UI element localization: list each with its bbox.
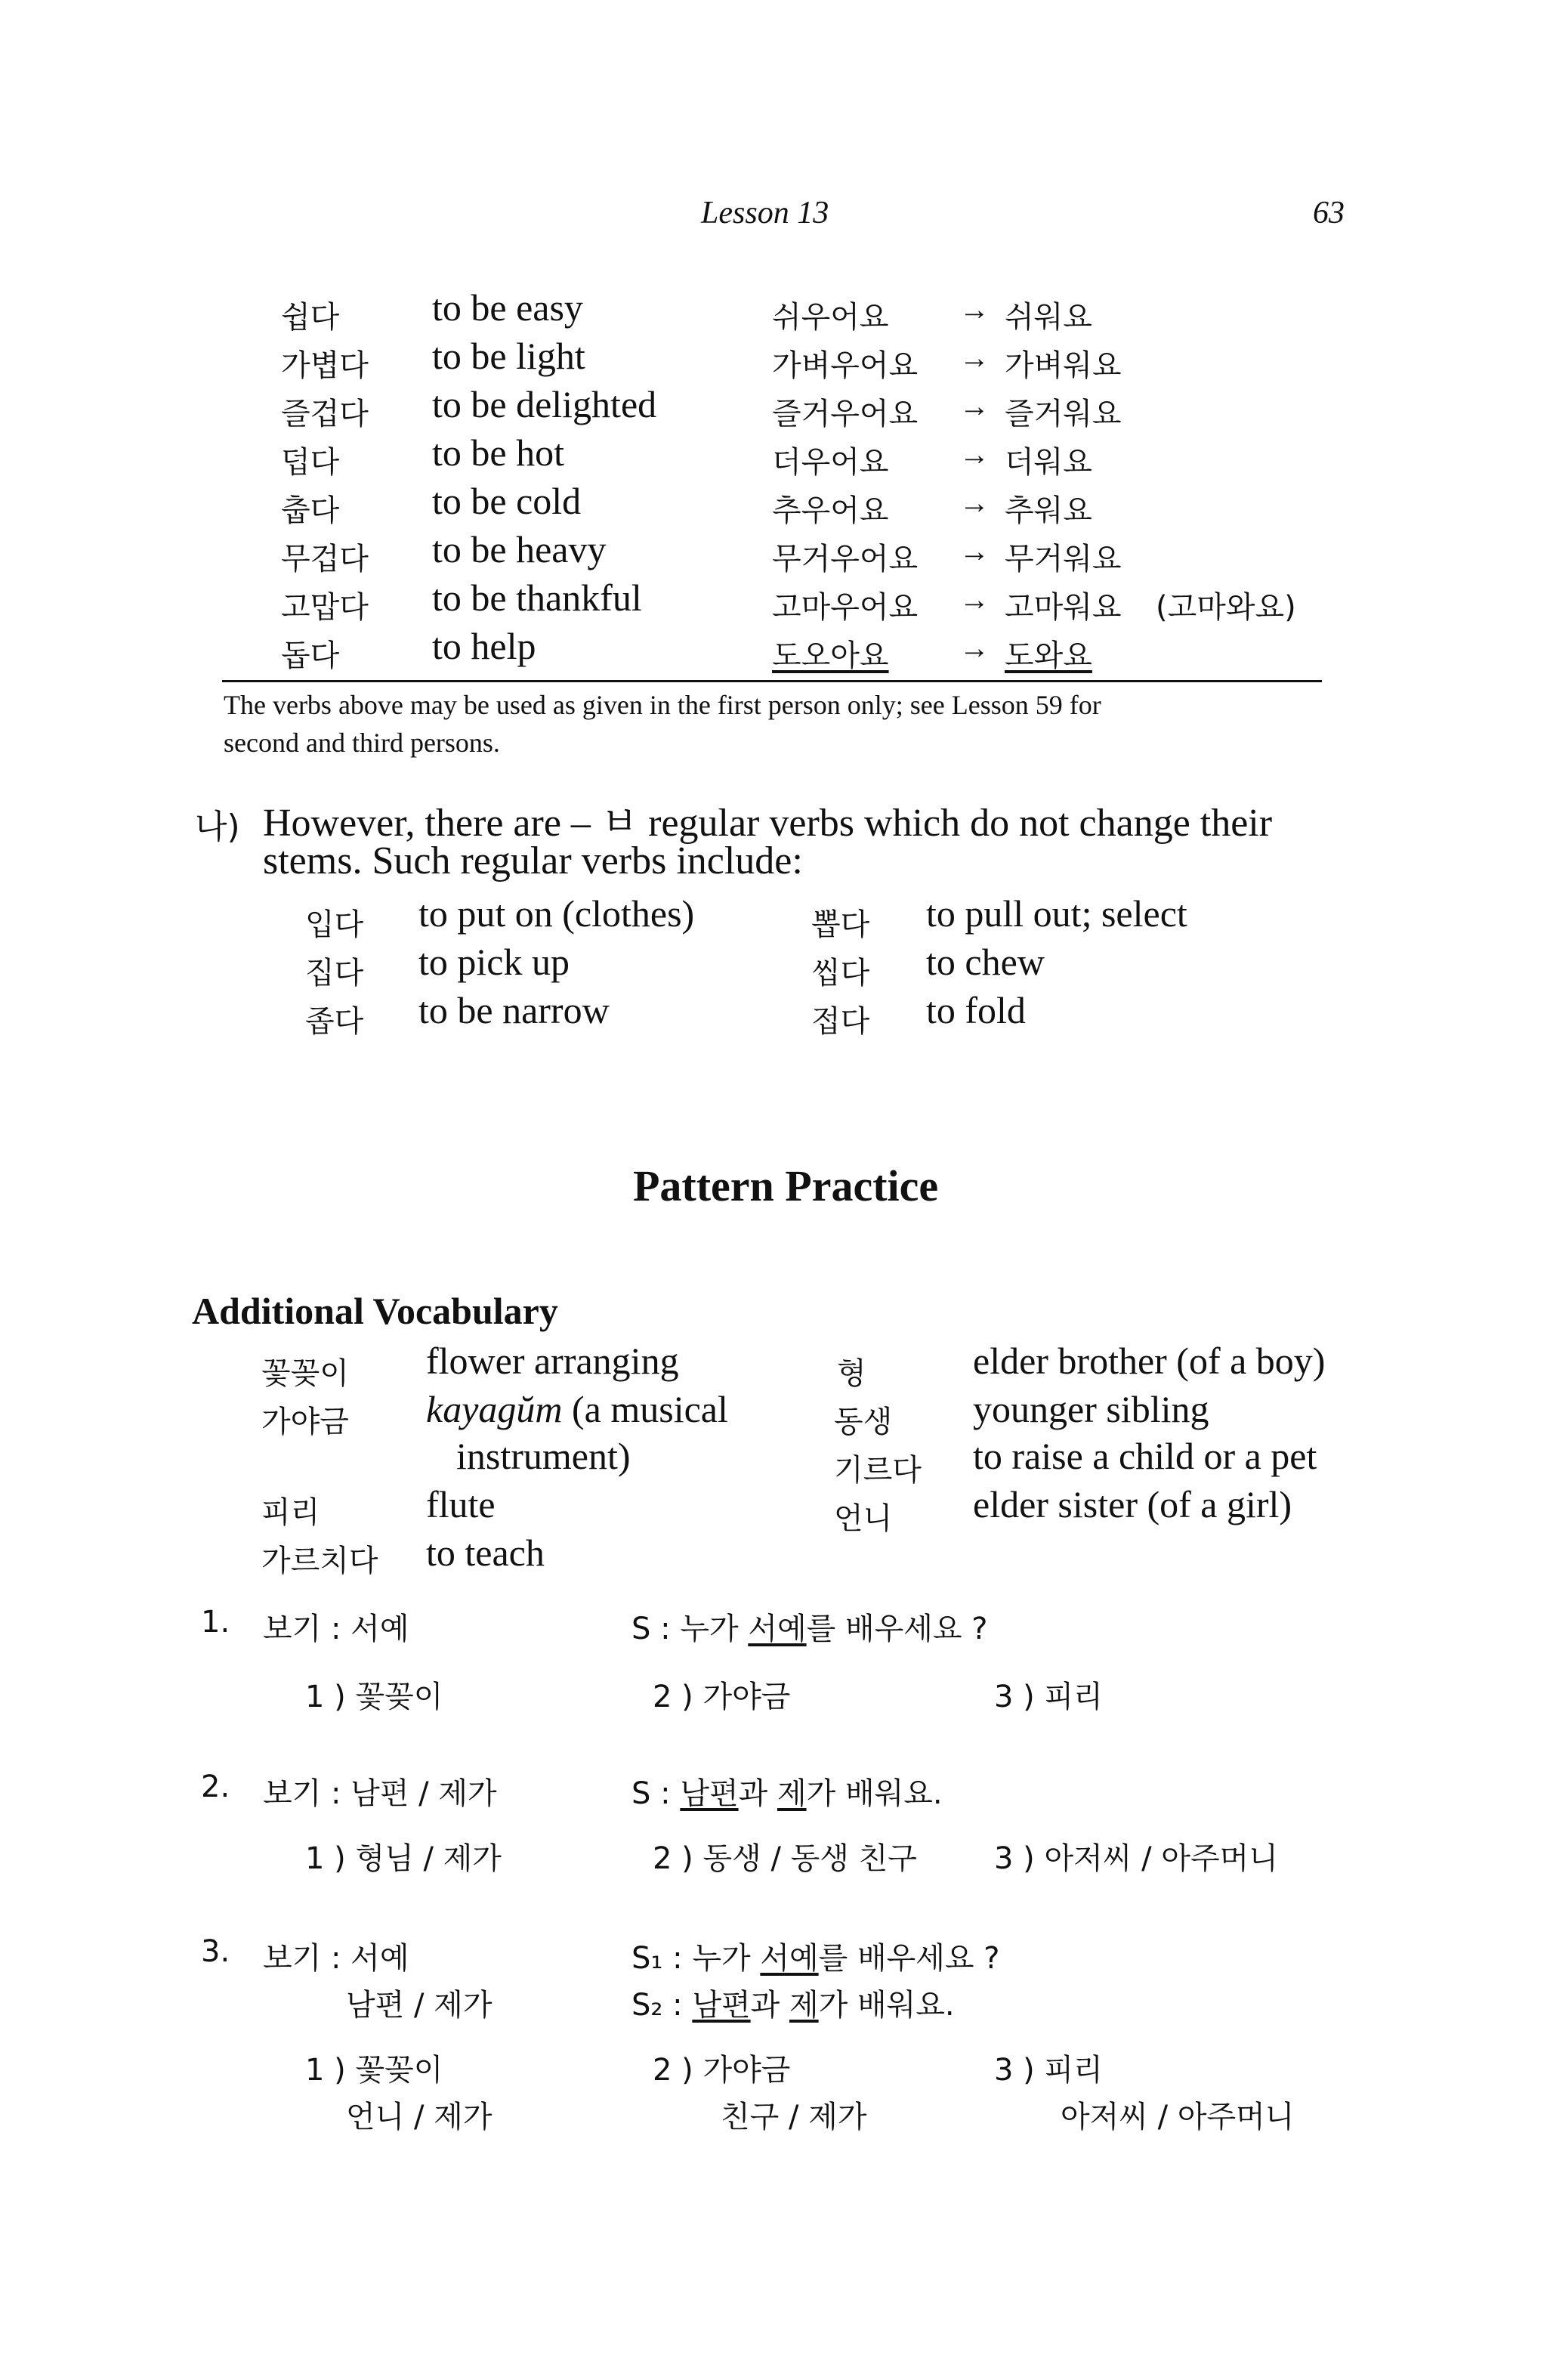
- arrow-icon: →: [959, 583, 990, 617]
- verb-cell: 입다: [305, 907, 364, 942]
- table-row: [0, 576, 1547, 624]
- vocab-korean: 기르다: [834, 1453, 922, 1488]
- exercise-item: 2 ) 가야금: [653, 1680, 791, 1714]
- exercise-item: 2 ) 가야금: [653, 2053, 791, 2088]
- sentence-slot: 제: [789, 1988, 819, 2023]
- long-form-cell: 쉬우어요: [772, 300, 889, 335]
- vocab-english: to teach: [426, 1532, 545, 1574]
- section-marker: 나): [195, 808, 240, 846]
- example-prompt: 보기 : 서예: [263, 1941, 409, 1976]
- table-row: [0, 527, 1547, 576]
- exercise-item: 친구 / 제가: [721, 2100, 867, 2134]
- example-prompt-2: 남편 / 제가: [346, 1988, 493, 2023]
- short-form-cell: 더워요: [1005, 445, 1092, 480]
- long-form-cell: 고마우어요: [772, 590, 919, 625]
- verb-cell: 돕다: [281, 638, 340, 673]
- exercise-number: 1.: [201, 1605, 230, 1640]
- verb-cell: 즐겁다: [281, 397, 369, 431]
- meaning-cell: to help: [432, 625, 536, 667]
- section-heading: Pattern Practice: [633, 1161, 939, 1210]
- long-form-cell: 즐거우어요: [772, 397, 919, 431]
- exercise-item: 1 ) 꽃꽂이: [305, 1680, 443, 1714]
- exercise-item: 1 ) 꽃꽂이: [305, 2053, 443, 2088]
- table-row: [0, 334, 1547, 382]
- vocab-heading: Additional Vocabulary: [192, 1290, 558, 1332]
- verb-cell: 고맙다: [281, 590, 369, 625]
- sentence-slot: 제: [777, 1776, 807, 1811]
- exercise-item: 3 ) 피리: [994, 1680, 1103, 1714]
- vocab-korean: 피리: [261, 1495, 320, 1530]
- table-row: [0, 624, 1547, 672]
- verb-cell: 접다: [811, 1004, 870, 1039]
- sentence-part: 가 배워요.: [818, 1988, 955, 2023]
- sample-sentence: [631, 1981, 955, 2024]
- long-form-cell: 추우어요: [772, 493, 889, 528]
- table-note-line: second and third persons.: [224, 728, 500, 758]
- vocab-korean: 가야금: [261, 1405, 349, 1439]
- section-text-line: stems. Such regular verbs include:: [263, 839, 803, 882]
- verb-cell: 덥다: [281, 445, 340, 480]
- vocab-english-rest: (a musical: [562, 1388, 728, 1430]
- running-header: Lesson 13: [701, 196, 829, 230]
- speaker-label: S :: [631, 1776, 671, 1811]
- exercise-item: 3 ) 피리: [994, 2053, 1103, 2088]
- vocab-english: flower arranging: [426, 1340, 679, 1382]
- sentence-slot: 남편: [692, 1988, 751, 2023]
- arrow-icon: →: [959, 437, 990, 471]
- sample-sentence: [631, 1934, 1000, 1977]
- short-form-cell: 가벼워요: [1005, 348, 1122, 383]
- sentence-slot: 서예: [760, 1941, 819, 1976]
- section-text-line: However, there are – ㅂ regular verbs which do not change their: [263, 802, 1273, 845]
- meaning-cell: to be cold: [432, 480, 582, 522]
- meaning-cell: to be hot: [432, 431, 564, 474]
- vocab-english: younger sibling: [973, 1388, 1209, 1430]
- sentence-part: 가 배워요.: [806, 1776, 943, 1811]
- vocab-korean: 동생: [834, 1405, 893, 1439]
- verb-cell: 씹다: [811, 956, 870, 991]
- meaning-cell: to put on (clothes): [418, 892, 695, 935]
- sentence-slot: 남편: [680, 1776, 739, 1811]
- vocab-english-italic: kayagŭm: [426, 1388, 563, 1430]
- meaning-cell: to fold: [926, 989, 1026, 1031]
- table-note-line: The verbs above may be used as given in the first person only; see Lesson 59 for: [224, 690, 1101, 720]
- arrow-icon: →: [959, 486, 990, 520]
- verb-cell: 좁다: [305, 1004, 364, 1039]
- long-form-cell: 무거우어요: [772, 542, 919, 576]
- meaning-cell: to be heavy: [432, 528, 607, 570]
- vocab-korean: 꽃꽂이: [261, 1356, 349, 1391]
- exercise-number: 3.: [201, 1934, 230, 1969]
- sentence-part: 를 배우세요 ?: [806, 1612, 988, 1646]
- alt-form-cell: (고마와요): [1156, 590, 1296, 625]
- sentence-part: 누가: [680, 1612, 749, 1646]
- sentence-part: 누가: [692, 1941, 761, 1976]
- meaning-cell: to pull out; select: [926, 892, 1187, 935]
- speaker-label: S :: [631, 1612, 671, 1646]
- arrow-icon: →: [959, 389, 990, 423]
- arrow-icon: →: [959, 534, 990, 568]
- speaker-label: S₂ :: [631, 1988, 683, 2023]
- verb-cell: 집다: [305, 956, 364, 991]
- short-form-cell: 쉬워요: [1005, 300, 1092, 335]
- vocab-korean: 언니: [834, 1501, 893, 1536]
- table-row: [0, 286, 1547, 334]
- long-form-cell: 가벼우어요: [772, 348, 919, 383]
- vocab-english: elder brother (of a boy): [973, 1340, 1326, 1382]
- verb-cell: 뽑다: [811, 907, 870, 942]
- short-form-cell: 무거워요: [1005, 542, 1122, 576]
- sentence-slot: 서예: [748, 1612, 807, 1646]
- arrow-icon: →: [959, 292, 990, 326]
- sentence-part: 과: [750, 1988, 789, 2023]
- vocab-english: elder sister (of a girl): [973, 1483, 1292, 1525]
- exercise-item: 3 ) 아저씨 / 아주머니: [994, 1841, 1278, 1876]
- short-form-cell: 즐거워요: [1005, 397, 1122, 431]
- meaning-cell: to be light: [432, 335, 585, 377]
- vocab-english: instrument): [456, 1435, 631, 1477]
- table-divider: [222, 680, 1322, 682]
- exercise-item: 2 ) 동생 / 동생 친구: [653, 1841, 917, 1876]
- vocab-korean: 형: [837, 1356, 866, 1391]
- verb-cell: 쉽다: [281, 300, 340, 335]
- meaning-cell: to be thankful: [432, 576, 642, 619]
- example-prompt: 보기 : 남편 / 제가: [263, 1776, 497, 1811]
- short-form-cell: 추워요: [1005, 493, 1092, 528]
- verb-cell: 가볍다: [281, 348, 369, 383]
- meaning-cell: to chew: [926, 941, 1045, 983]
- table-row: [0, 382, 1547, 431]
- table-row: [0, 431, 1547, 479]
- verb-cell: 무겁다: [281, 542, 369, 576]
- vocab-english: flute: [426, 1483, 496, 1525]
- example-prompt: 보기 : 서예: [263, 1612, 409, 1646]
- long-form-cell: 더우어요: [772, 445, 889, 480]
- arrow-icon: →: [959, 631, 990, 665]
- meaning-cell: to be easy: [432, 286, 583, 329]
- exercise-number: 2.: [201, 1770, 230, 1804]
- arrow-icon: →: [959, 341, 990, 375]
- short-form-cell: 도와요: [1005, 638, 1092, 673]
- sentence-part: 를 배우세요 ?: [818, 1941, 1000, 1976]
- speaker-label: S₁ :: [631, 1941, 683, 1976]
- sample-sentence: [631, 1605, 987, 1648]
- exercise-item: 언니 / 제가: [346, 2100, 493, 2134]
- meaning-cell: to pick up: [418, 941, 570, 983]
- page-number: 63: [1313, 196, 1345, 230]
- sample-sentence: [631, 1770, 943, 1813]
- short-form-cell: 고마워요: [1005, 590, 1122, 625]
- meaning-cell: to be delighted: [432, 383, 657, 425]
- exercise-item: 1 ) 형님 / 제가: [305, 1841, 502, 1876]
- vocab-english: [426, 1387, 728, 1431]
- exercise-item: 아저씨 / 아주머니: [1061, 2100, 1295, 2134]
- meaning-cell: to be narrow: [418, 989, 610, 1031]
- sentence-part: 과: [738, 1776, 777, 1811]
- table-row: [0, 479, 1547, 527]
- vocab-english: to raise a child or a pet: [973, 1435, 1317, 1477]
- vocab-korean: 가르치다: [261, 1544, 378, 1578]
- long-form-cell: 도오아요: [772, 638, 889, 673]
- verb-cell: 춥다: [281, 493, 340, 528]
